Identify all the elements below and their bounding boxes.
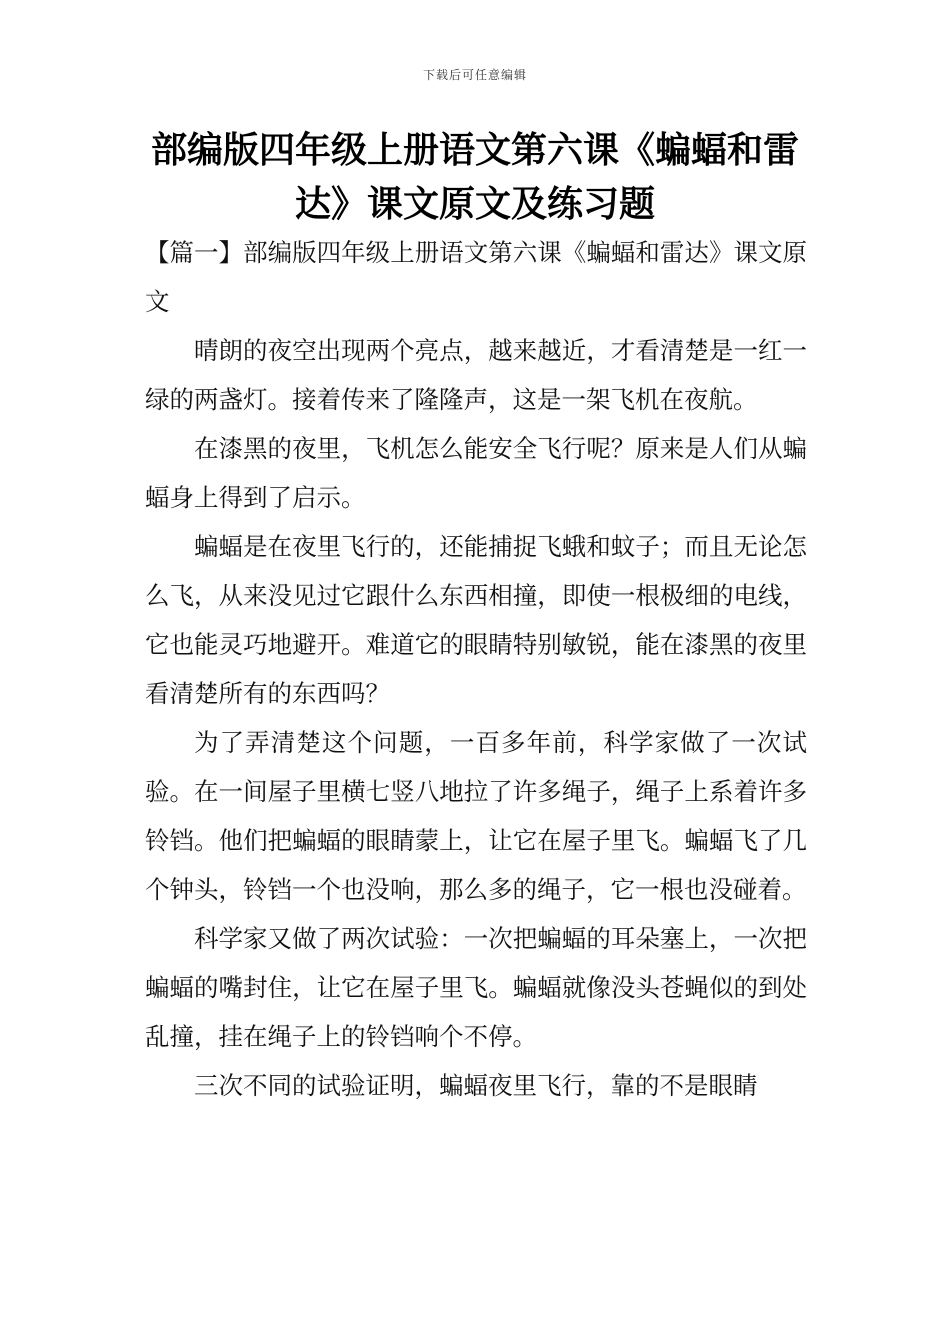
document-title: 部编版四年级上册语文第六课《蝙蝠和雷达》课文原文及练习题: [150, 130, 799, 225]
paragraph-4: 为了弄清楚这个问题，一百多年前，科学家做了一次试验。在一间屋子里横七竖八地拉了许多绳子，绳子上系着许多铃铛。他们把蝙蝠的眼睛蒙上，让它在屋子里飞。蝙蝠飞了几个钟头，铃铛一个也没响，那么多的绳子，它一根也没碰着。: [145, 728, 807, 904]
paragraph-1: 晴朗的夜空出现两个亮点，越来越近，才看清楚是一红一绿的两盏灯。接着传来了隆隆声，这是一架飞机在夜航。: [145, 336, 807, 414]
section-heading: 【篇一】部编版四年级上册语文第六课《蝙蝠和雷达》课文原文: [145, 238, 807, 316]
paragraph-5: 科学家又做了两次试验：一次把蝙蝠的耳朵塞上，一次把蝙蝠的嘴封住，让它在屋子里飞。蝙蝠就像没头苍蝇似的到处乱撞，挂在绳子上的铃铛响个不停。: [145, 924, 807, 1051]
document-body: [145, 228, 807, 1110]
paragraph-6: 三次不同的试验证明，蝙蝠夜里飞行，靠的不是眼睛: [194, 1071, 758, 1100]
header-note: 下载后可任意编辑: [422, 68, 527, 82]
paragraph-2: 在漆黑的夜里，飞机怎么能安全飞行呢？原来是人们从蝙蝠身上得到了启示。: [145, 434, 807, 512]
paragraph-3: 蝙蝠是在夜里飞行的，还能捕捉飞蛾和蚊子；而且无论怎么飞，从来没见过它跟什么东西相撞，即使一根极细的电线，它也能灵巧地避开。难道它的眼睛特别敏锐，能在漆黑的夜里看清楚所有的东西吗？: [145, 532, 807, 708]
